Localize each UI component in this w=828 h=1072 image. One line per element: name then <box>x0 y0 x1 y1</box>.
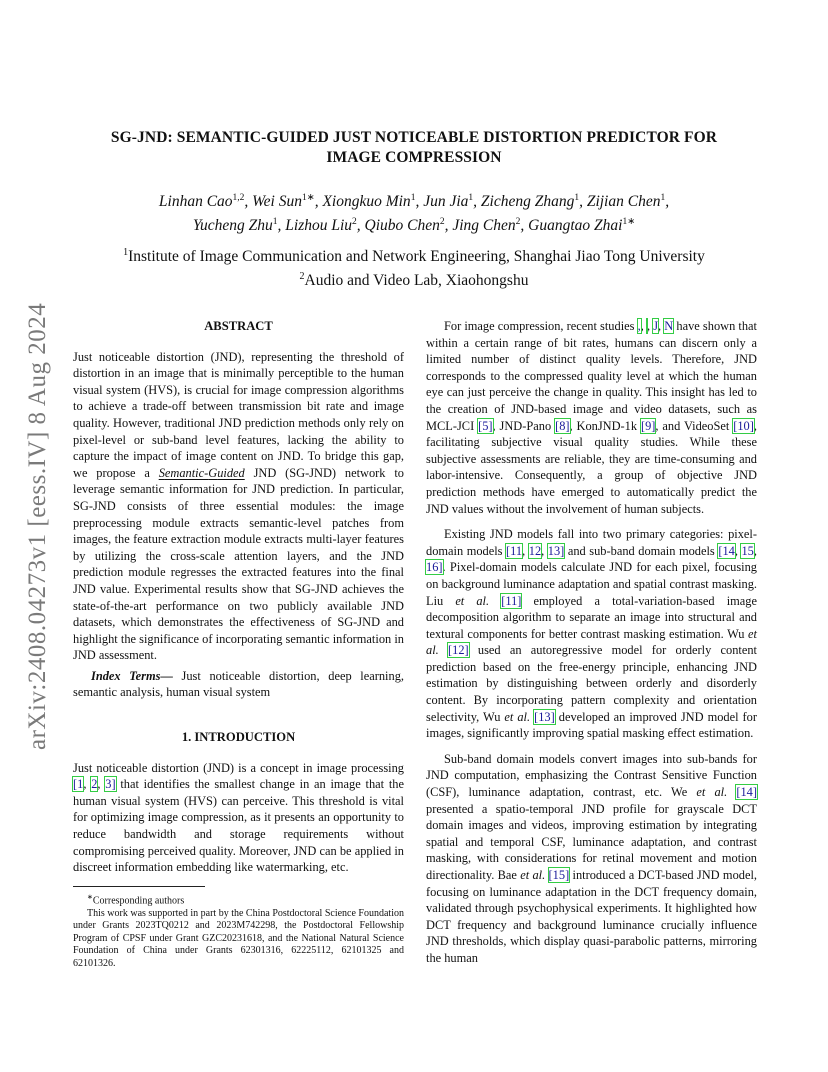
citation-link[interactable]: [1 <box>73 777 84 792</box>
body-paragraph: Sub-band domain models convert images into sub-bands for JND computation, emphasizing the Contrast Sensitive Function (CSF), luminance adaptation, contrast, etc. We et al. [14] presented a spatio-temporal JND profile for grayscale DCT domain images and videos, improving estimation by integrating spatial and temporal CSF, luminance adaptation, and contrast masking, with considerations for retinal movement and motion directionality. Bae et al. [15] introduced a DCT-based JND model, focusing on luminance adaptation in the DCT frequency domain, validated through psychophysical experiments. It highlighted how DCT frequency and background luminance crucially influence JND thresholds, which display quasi-parabolic patterns, mirroring the human <box>426 751 757 965</box>
author-line-2: Yucheng Zhu$^1$, Lizhou Liu$^2$, Qiubo Chen$^2$, Jing Chen$^2$, Guangtao Zhai$^{1∗}$ <box>192 217 636 235</box>
footnote-rule <box>73 886 205 887</box>
affiliation-sup: 1 <box>123 247 129 258</box>
index-terms-text: Just noticeable distortion, deep learning, semantic analysis, human visual system <box>73 668 404 700</box>
author-sup: 2 <box>515 217 521 228</box>
citation-link[interactable]: [5] <box>478 418 493 433</box>
footnote-funding: This work was supported in part by the China Postdoctoral Science Foundation under Grants 2023TQ0212 and 2023M742298, the Postdoctoral Fellowship Program of CPSF under Grant GZC20231618, and the National Natural Science Foundation of China under Grants 62301316, 62225112, 62101325 and 62101326. <box>73 907 404 969</box>
affiliation-1 <box>84 243 744 267</box>
footnote-corresponding: ∗Corresponding authors <box>87 892 185 907</box>
citation-link[interactable]: [9] <box>640 418 656 433</box>
affiliations <box>84 243 744 291</box>
author-name: Wei Sun <box>252 193 302 211</box>
citation-link[interactable]: [13] <box>534 709 555 724</box>
author-sup: 1,2 <box>232 193 245 203</box>
left-column <box>73 318 404 970</box>
author-list <box>84 188 744 236</box>
author-name: Yucheng Zhu <box>192 217 273 235</box>
author-sup: 1 <box>574 193 580 203</box>
affiliation-sup: 2 <box>299 271 305 283</box>
citation-link[interactable]: [11 <box>506 543 523 558</box>
affiliation-2 <box>84 267 744 291</box>
author-sup: 1∗ <box>622 217 636 228</box>
author-name: Zicheng Zhang <box>480 193 575 211</box>
author-sup: 2 <box>439 217 445 228</box>
author-name: Xiongkuo Min <box>322 193 411 211</box>
paper-title <box>96 128 732 168</box>
author-sup: 1 <box>660 193 666 203</box>
citation-link[interactable]: [11] <box>501 593 522 608</box>
citation-link[interactable]: 13] <box>547 543 565 558</box>
citation-link[interactable]: [14 <box>718 543 735 558</box>
citation-link[interactable]: 15 <box>741 543 754 558</box>
abstract-heading: ABSTRACT <box>204 319 273 333</box>
citation-link[interactable]: 12 <box>528 543 542 558</box>
citation-link[interactable]: 2 <box>91 777 98 792</box>
affiliation-text: Audio and Video Lab, Xiaohongshu <box>304 272 529 290</box>
index-terms-label: Index Terms— <box>91 668 173 683</box>
author-line-1: Linhan Cao$^{1,2}$, Wei Sun$^{1∗}$, Xiongkuo Min$^1$, Jun Jia$^1$, Zicheng Zhang$^1$, Zijian Chen$^1$, <box>158 193 670 211</box>
body-paragraph: For image compression, recent studies ,, , J, N have shown that within a certain range of bit rates, humans can discern only a limited number of distinct quality levels. Therefore, JND corresponds to the compressed quality level at which the human eye can just perceive the change in quality. This insight has led to the creation of JND-based image and video datasets, such as MCL-JCI [5], JND-Pano [8], KonJND-1k [9], and VideoSet [10], facilitating subjective visual quality studies. While these subjective assessments are reliable, they are time-consuming and labor-intensive. Consequently, a group of objective JND prediction methods have emerged to automatically predict the JND values without the involvement of human subjects. <box>426 319 758 516</box>
intro-paragraph: Just noticeable distortion (JND) is a concept in image processing [1, 2, 3] that identifies the smallest change in an image that the human visual system (HVS) can perceive. This threshold is vital for optimizing image compression, as it presents an opportunity to reduce bandwidth and storage requirements without compromising perceived quality. Moreover, JND can be applied in discreet information embedding like watermarking, etc. <box>73 760 404 875</box>
right-column <box>426 318 757 976</box>
author-name: Guangtao Zhai <box>528 217 623 235</box>
citation-link[interactable]: [14] <box>736 785 757 800</box>
author-name: Linhan Cao <box>158 193 233 211</box>
footnote-mark: ∗ <box>87 892 93 901</box>
author-sup: 1 <box>410 193 416 203</box>
index-terms <box>73 668 404 701</box>
author-name: Jing Chen <box>452 217 516 235</box>
author-sup: 1 <box>468 193 474 203</box>
author-sup: 1 <box>272 217 278 228</box>
citation-link[interactable]: 16] <box>426 560 443 575</box>
citation-link[interactable]: J <box>653 319 659 333</box>
citation-link[interactable]: 3] <box>105 777 116 792</box>
semantic-guided-emphasis: Semantic-Guided <box>158 465 245 480</box>
title-line-1: SG-JND: SEMANTIC-GUIDED JUST NOTICEABLE DISTORTION PREDICTOR FOR <box>110 129 718 146</box>
author-name: Qiubo Chen <box>364 217 440 235</box>
citation-link[interactable]: N <box>664 319 674 333</box>
author-sup: 2 <box>352 217 357 228</box>
author-name: Lizhou Liu <box>285 217 353 235</box>
citation-link[interactable]: , <box>637 319 641 333</box>
arxiv-identifier: arXiv:2408.04273v1 [eess.IV] 8 Aug 2024 <box>24 302 51 750</box>
abstract-text: Just noticeable distortion (JND), representing the threshold of distortion in an image that is minimally perceptible to the human visual system (HVS), is crucial for image compression algorithms to achieve a trade-off between transmission bit rate and image quality. However, traditional JND prediction methods only rely on pixel-level or sub-band level features, lacking the ability to capture the impact of image content on JND. To bridge this gap, we propose a Semantic-Guided JND (SG-JND) network to leverage semantic information for JND prediction. In particular, SG-JND consists of three essential modules: the image preprocessing module extracts semantic-level patches from images, the feature extraction module extracts multi-layer features by utilizing the cross-scale attention layers, and the JND prediction module regresses the extracted features into the final JND value. Experimental results show that SG-JND achieves the state-of-the-art performance on two publicly available JND datasets, which demonstrates the effectiveness of SG-JND and highlight the significance of incorporating semantic information in JND assessment. <box>73 349 404 663</box>
citation-link[interactable]: [12] <box>448 643 469 658</box>
author-name: Zijian Chen <box>586 193 661 211</box>
intro-heading: 1. INTRODUCTION <box>181 730 296 745</box>
author-name: Jun Jia <box>423 193 469 211</box>
title-line-2: IMAGE COMPRESSION <box>326 149 502 166</box>
citation-link[interactable]: [10] <box>733 418 754 433</box>
author-sup: 1∗ <box>301 193 315 203</box>
affiliation-text: Institute of Image Communication and Network Engineering, Shanghai Jiao Tong University <box>128 248 705 266</box>
citation-link[interactable]: [15] <box>548 868 570 882</box>
citation-link[interactable]: [8] <box>555 418 570 433</box>
body-paragraph: Existing JND models fall into two primary categories: pixel-domain models [11, 12, 13] and sub-band domain models [14, 15, 16]. Pixel-domain models calculate JND for each pixel, focusing on background luminance adaptation and spatial contrast masking. Liu et al. [11] employed a total-variation-based image decomposition algorithm to separate an image into structural and textural components for better contrast masking estimation. Wu et al. [12] used an autoregressive model for orderly content prediction based on the free-energy principle, enhancing JND estimation by distinguishing between orderly and disorderly content. By incorporating pattern complexity and orientation selectivity, Wu et al. [13] developed an improved JND model for images, significantly improving spatial masking effect estimation. <box>426 527 757 741</box>
